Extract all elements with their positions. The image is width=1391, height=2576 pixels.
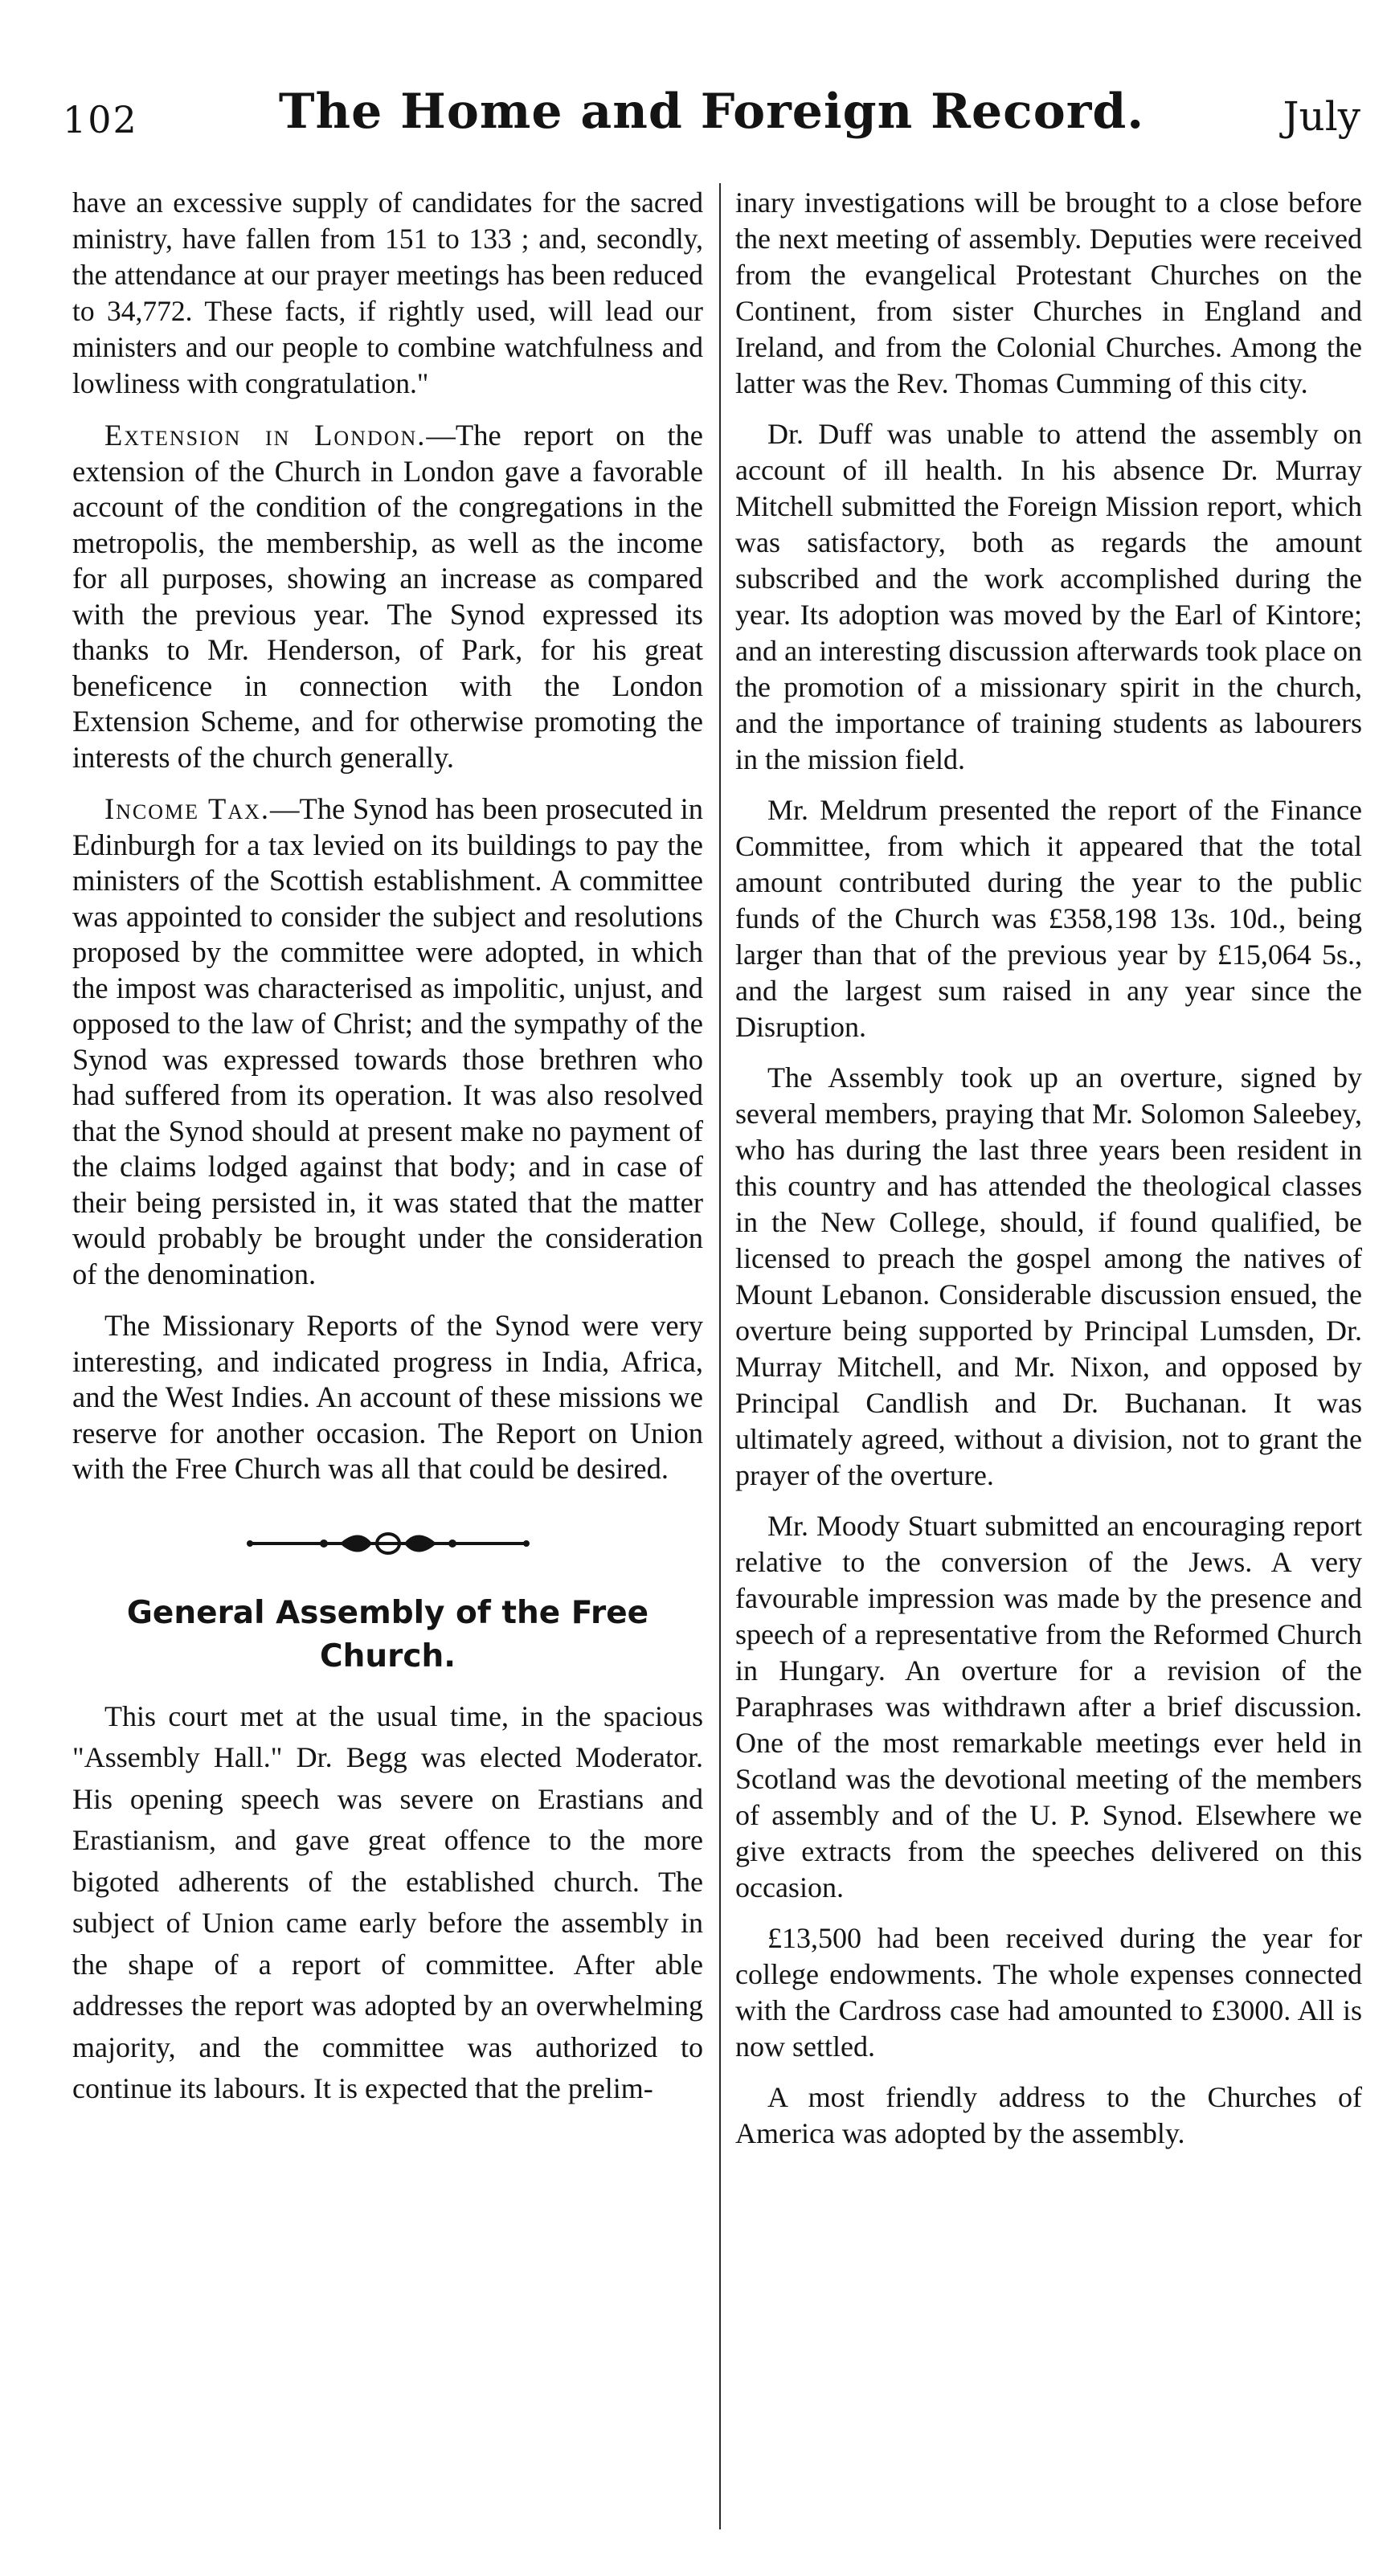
page-header <box>63 84 1360 156</box>
paragraph-lead: Income Tax. <box>104 792 271 825</box>
paragraph-body: —The report on the extension of the Church in London gave a favorable account of the condition of the congregations in the metropolis, the membership, as well as the income for all purposes, showing an increase as compared with the previous year. The Synod expressed its thanks to Mr. Henderson, of Park, for his great beneficence in connection with the London Extension Scheme, and for otherwise promoting the interests of the church generally. <box>72 419 703 774</box>
header-month: July <box>1283 93 1360 140</box>
ornamental-divider <box>243 1527 533 1560</box>
paragraph-dr-duff: Dr. Duff was unable to attend the assembly on account of ill health. In his absence Dr. Murray Mitchell submitted the Foreign Mission report, which was satisfactory, both as regards the amount subscribed and the work accomplished during the year. Its adoption was moved by the Earl of Kintore; and an interesting discussion afterwards took place on the promotion of a missionary spirit in the church, and the importance of training students as labourers in the mission field. <box>735 418 1362 775</box>
paragraph-endowments: £13,500 had been received during the year for college endowments. The whole expenses connected with the Cardross case had amounted to £3000. All is now settled. <box>735 1922 1362 2063</box>
paragraph-continued: have an excessive supply of candidates for the sacred ministry, have fallen from 151 to 133 ; and, secondly, the attendance at our prayer meetings has been reduced to 34,772. These facts, if rightly used, will lead our ministers and our people to combine watchfulness and lowliness with congratulation." <box>72 186 703 399</box>
column-divider <box>719 183 721 2529</box>
paragraph-missionary-reports: The Missionary Reports of the Synod were very interesting, and indicated progress in India, Africa, and the West Indies. An account of these missions we reserve for another occasion. The Report on Union with the Free Church was all that could be desired. <box>72 1309 703 1485</box>
page-number: 102 <box>63 98 138 141</box>
paragraph-america: A most friendly address to the Churches of America was adopted by the assembly. <box>735 2081 1362 2149</box>
right-column <box>735 185 1362 2531</box>
paragraph-lead: Extension in London. <box>104 419 427 452</box>
paragraph-finance: Mr. Meldrum presented the report of the Finance Committee, from which it appeared that the total amount contributed during the year to the public funds of the Church was £358,198 13s. 10d., being larger than that of the previous year by £15,064 5s., and the largest sum raised in any year since the Disruption. <box>735 794 1362 1043</box>
paragraph-jews: Mr. Moody Stuart submitted an encouraging report relative to the conversion of the Jews. A very favourable impression was made by the presence and speech of a representative from the Reformed Church in Hungary. An overture for a revision of the Paraphrases was withdrawn after a brief discussion. One of the most remarkable meetings ever held in Scotland was the devotional meeting of the members of assembly and of the U. P. Synod. Elsewhere we give extracts from the speeches delivered on this occasion. <box>735 1510 1362 1903</box>
running-title: The Home and Foreign Record. <box>278 84 1145 140</box>
section-title: General Assembly of the Free Church. <box>126 1594 649 1674</box>
paragraph-extension-in-london <box>72 418 703 775</box>
paragraph-income-tax <box>72 791 703 1292</box>
paragraph-overture: The Assembly took up an overture, signed by several members, praying that Mr. Solomon Saleebey, who has during the last three years been resident in this country and has attended the theological classes in the New College, should, if found qualified, be licensed to preach the gospel among the natives of Mount Lebanon. Considerable discussion ensued, the overture being supported by Principal Lumsden, Dr. Murray Mitchell, and Mr. Nixon, and opposed by Principal Candlish and Dr. Buchanan. It was ultimately agreed, without a division, not to grant the prayer of the overture. <box>735 1061 1362 1491</box>
left-column <box>72 185 703 2531</box>
paragraph-body: —The Synod has been prosecuted in Edinburgh for a tax levied on its buildings to pay the ministers of the Scottish establishment. A committee was appointed to consider the subject and resolutions proposed by the committee were adopted, in which the impost was characterised as impolitic, unjust, and opposed to the law of Christ; and the sympathy of the Synod was expressed towards those brethren who had suffered from its operation. It was also resolved that the Synod should at present make no payment of the claims lodged against that body; and in case of their being persisted in, it was stated that the matter would probably be brought under the consideration of the denomination. <box>72 792 703 1290</box>
paragraph-continued: inary investigations will be brought to a close before the next meeting of assembly. Deputies were received from the evangelical Protestant Churches on the Continent, from sister Churches in England and Ireland, and from the Colonial Churches. Among the latter was the Rev. Thomas Cumming of this city. <box>735 186 1362 399</box>
paragraph-general-assembly: This court met at the usual time, in the spacious "Assembly Hall." Dr. Begg was elected Moderator. His opening speech was severe on Erastians and Erastianism, and gave great offence to the more bigoted adherents of the established church. The subject of Union came early before the assembly in the shape of a report of committee. After able addresses the report was adopted by an overwhelming majority, and the committee was authorized to continue its labours. It is expected that the prelim- <box>72 1699 703 2104</box>
